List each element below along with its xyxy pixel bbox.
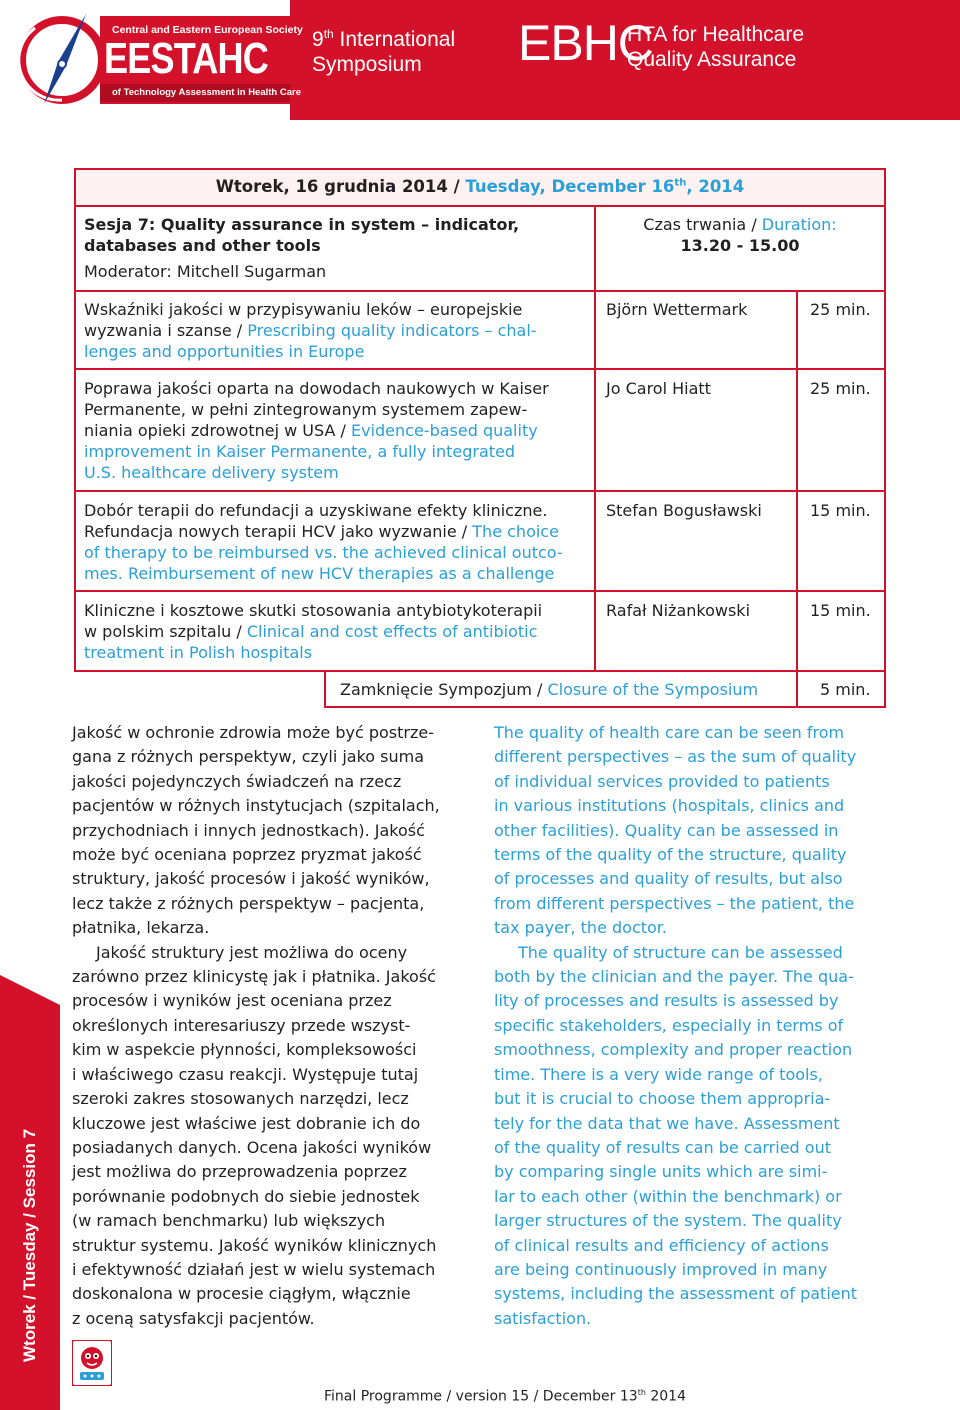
- talk-3-line-4-en: mes. Reimbursement of new HCV therapies as a challenge: [84, 564, 555, 583]
- talk-3-line-4: [84, 563, 554, 584]
- body-pl-line: określonych interesariuszy przede wszyst-: [72, 1015, 411, 1035]
- body-en-line: The quality of health care can be seen from: [494, 723, 845, 742]
- body-pl-line: struktur systemu. Jakość wyników klinicznych: [72, 1235, 437, 1255]
- body-pl-line: gana z różnych perspektyw, czyli jako suma: [72, 747, 425, 767]
- body-en-line: both by the clinician and the payer. The qua-: [494, 967, 854, 987]
- table-border-top: [74, 168, 886, 170]
- closing-duration: 5 min.: [820, 680, 871, 699]
- body-en-line: of the quality of results can be carried out: [494, 1137, 831, 1157]
- talk-4-line-1-pl: Kliniczne i kosztowe skutki stosowania antybiotykoterapii: [84, 601, 543, 620]
- logo-top-text: Central and Eastern European Society: [112, 24, 303, 36]
- body-pl-line: i efektywność działań jest w wielu systemach: [72, 1259, 436, 1279]
- table-divider-col2: [796, 290, 798, 708]
- body-pl-line: zarówno przez klinicystę jak i płatnika. Jakość: [72, 967, 436, 987]
- body-column-polish: [72, 721, 440, 1331]
- body-en-line: from different perspectives – the patient, the: [494, 893, 855, 913]
- body-pl-line: doskonalona w procesie ciągłym, włącznie: [72, 1284, 411, 1304]
- session-time: 13.20 - 15.00: [680, 236, 800, 255]
- talk-4-line-1: [84, 600, 542, 621]
- body-en-line: larger structures of the system. The quality: [494, 1211, 842, 1231]
- session-date: [74, 177, 886, 196]
- body-pl-line: struktury, jakość procesów i jakość wyników,: [72, 869, 430, 889]
- side-label: Wtorek / Tuesday / Session 7: [20, 1128, 39, 1362]
- talk-1-line-2: [84, 320, 537, 341]
- body-en-line: lar to each other (within the benchmark) or: [494, 1186, 842, 1206]
- body-en-line: other facilities). Quality can be assessed in: [494, 820, 839, 840]
- body-en-line: systems, including the assessment of patient: [494, 1284, 858, 1304]
- closing-en: Closure of the Symposium: [547, 680, 759, 699]
- session-title-line2: databases and other tools: [84, 236, 321, 255]
- talk-3-line-2-pl: Refundacja nowych terapii HCV jako wyzwanie /: [84, 522, 473, 541]
- hta-title: [627, 22, 804, 72]
- duration-label: [594, 214, 886, 235]
- table-border-row1: [74, 290, 886, 292]
- body-en-line: by comparing single units which are simi-: [494, 1162, 828, 1182]
- date-pl: Wtorek, 16 grudnia 2014 /: [215, 177, 466, 196]
- body-en-line: are being continuously improved in many: [494, 1259, 828, 1279]
- table-border-row4: [74, 590, 886, 592]
- table-border-left: [74, 168, 76, 670]
- body-pl-line: i właściwego czasu reakcji. Występuje tutaj: [72, 1064, 419, 1084]
- body-column-english: [494, 721, 857, 1331]
- body-en-line: satisfaction.: [494, 1308, 592, 1328]
- talk-1-duration: 25 min.: [810, 300, 871, 319]
- date-en-prefix: Tuesday, December 16: [465, 177, 675, 196]
- table-border-row3: [74, 490, 886, 492]
- body-en-line: smoothness, complexity and proper reaction: [494, 1040, 853, 1060]
- footer-suffix: 2014: [645, 1388, 686, 1405]
- talk-2-line-3-pl: niania opieki zdrowotnej w USA /: [84, 421, 351, 440]
- talk-3-line-3: [84, 542, 563, 563]
- talk-1-speaker: Björn Wettermark: [606, 300, 748, 319]
- table-divider-col1: [594, 205, 596, 670]
- talk-3-line-1-pl: Dobór terapii do refundacji a uzyskiwane efekty kliniczne.: [84, 501, 548, 520]
- body-pl-line: lecz także z różnych perspektyw – pacjenta,: [72, 893, 425, 913]
- talk-3-line-1: [84, 500, 547, 521]
- symposium-ordinal: [312, 22, 455, 77]
- talk-1-line-3-en: lenges and opportunities in Europe: [84, 342, 365, 361]
- date-en: [465, 177, 744, 196]
- body-pl-line: (w ramach benchmarku) lub większych: [72, 1211, 386, 1231]
- talk-4-line-3: [84, 642, 312, 663]
- body-en-line: different perspectives – as the sum of quality: [494, 747, 857, 767]
- hta-title-line1: HTA for Healthcare: [627, 23, 805, 46]
- body-pl-line: porównanie podobnych do siebie jednostek: [72, 1186, 420, 1206]
- body-pl-line: Jakość struktury jest możliwa do oceny: [96, 942, 408, 962]
- talk-2-line-2: [84, 399, 527, 420]
- hta-title-line2: Quality Assurance: [627, 48, 797, 71]
- page-footer: [324, 1388, 686, 1405]
- society-logo: [0, 0, 303, 120]
- logo-main-text: EESTAHC: [104, 34, 268, 83]
- table-border-row5: [74, 670, 886, 672]
- duration-label-en: Duration:: [761, 215, 837, 234]
- body-en-line: tely for the data that we have. Assessment: [494, 1113, 840, 1133]
- body-pl-line: płatnika, lekarza.: [72, 918, 210, 938]
- date-en-sup: th: [674, 177, 687, 189]
- body-en-line: of clinical results and efficiency of actions: [494, 1235, 829, 1255]
- talk-2-line-2-pl: Permanente, w pełni zintegrowanym systemem zapew-: [84, 400, 528, 419]
- table-border-date: [74, 205, 886, 207]
- talk-2-line-4-en: improvement in Kaiser Permanente, a fully integrated: [84, 442, 516, 461]
- body-en-line: but it is crucial to choose them appropria-: [494, 1089, 831, 1109]
- body-pl-line: kim w aspekcie płynności, kompleksowości: [72, 1040, 417, 1060]
- body-en-line: in various institutions (hospitals, clinics and: [494, 796, 845, 816]
- talk-4-duration: 15 min.: [810, 601, 871, 620]
- body-pl-line: Jakość w ochronie zdrowia może być postrze-: [72, 723, 435, 742]
- body-en-line: of individual services provided to patients: [494, 771, 830, 791]
- talk-3-speaker: Stefan Bogusławski: [606, 501, 762, 520]
- talk-3-line-2: [84, 521, 559, 542]
- body-en-line: lity of processes and results is assessed by: [494, 991, 839, 1011]
- table-divider-closing: [324, 670, 326, 708]
- date-en-suffix: , 2014: [686, 177, 745, 196]
- talk-1-line-3: [84, 341, 364, 362]
- body-en-line: terms of the quality of the structure, quality: [494, 845, 847, 865]
- logo-sub-text: of Technology Assessment in Health Care: [112, 87, 301, 98]
- talk-4-speaker: Rafał Niżankowski: [606, 601, 751, 620]
- ordinal-word: International: [339, 28, 456, 51]
- body-pl-line: jest możliwa do przeprowadzenia poprzez: [72, 1162, 407, 1182]
- talk-3-line-3-en: of therapy to be reimbursed vs. the achieved clinical outco-: [84, 543, 563, 562]
- body-pl-line: posiadanych danych. Ocena jakości wyników: [72, 1137, 432, 1157]
- talk-4-line-2-pl: w polskim szpitalu /: [84, 622, 247, 641]
- table-border-bottom: [324, 706, 886, 708]
- talk-2-speaker: Jo Carol Hiatt: [606, 379, 711, 398]
- talk-2-line-3: [84, 420, 538, 441]
- body-pl-line: może być oceniana poprzez pryzmat jakość: [72, 845, 422, 865]
- body-en-line: specific stakeholders, especially in terms of: [494, 1015, 844, 1035]
- body-en-line: of processes and quality of results, but also: [494, 869, 843, 889]
- talk-2-line-5-en: U.S. healthcare delivery system: [84, 463, 339, 482]
- session-title-line1: Sesja 7: Quality assurance in system – indicator,: [84, 215, 520, 234]
- talk-3-line-2-en: The choice: [472, 522, 559, 541]
- body-pl-line: pacjentów w różnych instytucjach (szpitalach,: [72, 796, 440, 816]
- table-border-row2: [74, 368, 886, 370]
- talk-2-duration: 25 min.: [810, 379, 871, 398]
- body-pl-line: jakości pojedynczych świadczeń na rzecz: [72, 771, 402, 791]
- talk-2-line-5: [84, 462, 339, 483]
- session-moderator: Moderator: Mitchell Sugarman: [84, 262, 327, 281]
- body-pl-line: procesów i wyników jest oceniana przez: [72, 991, 392, 1011]
- talk-4-line-2-en: Clinical and cost effects of antibiotic: [246, 622, 538, 641]
- talk-2-line-1-pl: Poprawa jakości oparta na dowodach naukowych w Kaiser: [84, 379, 549, 398]
- talk-2-line-3-en: Evidence-based quality: [350, 421, 538, 440]
- talk-4-line-3-en: treatment in Polish hospitals: [84, 643, 313, 662]
- body-pl-line: szeroki zakres stosowanych narzędzi, lecz: [72, 1089, 409, 1109]
- body-en-line: tax payer, the doctor.: [494, 918, 667, 938]
- mascot-icon: [72, 1340, 112, 1386]
- talk-4-line-2: [84, 621, 537, 642]
- ebhc-acronym: EBHC: [518, 15, 653, 71]
- talk-1-line-1-pl: Wskaźniki jakości w przypisywaniu leków – europejskie: [84, 300, 523, 319]
- body-pl-line: kluczowe jest właściwe jest dobranie ich do: [72, 1113, 421, 1133]
- talk-1-line-2-pl: wyzwania i szanse /: [84, 321, 248, 340]
- body-pl-line: przychodniach i innych jednostkach). Jakość: [72, 820, 425, 840]
- talk-2-line-4: [84, 441, 515, 462]
- body-en-line: time. There is a very wide range of tools,: [494, 1064, 823, 1084]
- talk-1-line-1: [84, 299, 522, 320]
- talk-1-line-2-en: Prescribing quality indicators – chal-: [247, 321, 537, 340]
- ordinal-number: 9: [312, 28, 324, 51]
- duration-label-pl: Czas trwania /: [643, 215, 762, 234]
- symposium-word: Symposium: [312, 53, 422, 76]
- talk-3-duration: 15 min.: [810, 501, 871, 520]
- footer-sup: th: [637, 1388, 646, 1397]
- talk-2-line-1: [84, 378, 549, 399]
- closing-line: [340, 679, 758, 700]
- closing-pl: Zamknięcie Sympozjum /: [340, 680, 548, 699]
- ordinal-suffix: th: [323, 27, 334, 41]
- header-band: [0, 0, 960, 120]
- footer-prefix: Final Programme / version 15 / December 13: [324, 1388, 638, 1405]
- body-en-line: The quality of structure can be assessed: [518, 942, 843, 962]
- body-pl-line: z oceną satysfakcji pacjentów.: [72, 1308, 315, 1328]
